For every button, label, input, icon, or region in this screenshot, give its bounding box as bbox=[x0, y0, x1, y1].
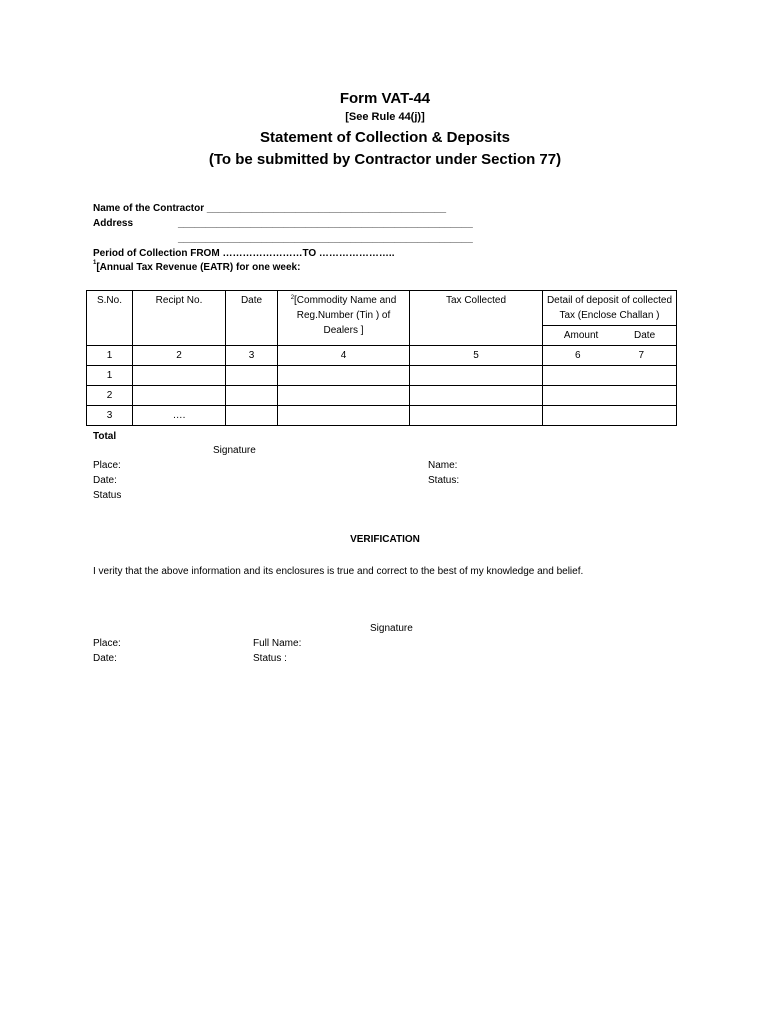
col-number: 1 bbox=[87, 346, 133, 366]
signature-label: Signature bbox=[213, 445, 256, 456]
verification-text: I verity that the above information and its enclosures is true and correct to the best of my knowledge and belief. bbox=[93, 566, 584, 577]
collection-table bbox=[86, 290, 677, 426]
status-label-right: Status: bbox=[428, 475, 460, 486]
column-number-row bbox=[87, 346, 677, 366]
verification-status: Status : bbox=[253, 653, 287, 664]
col-number: 2 bbox=[133, 346, 226, 366]
cell-empty bbox=[543, 406, 677, 426]
eatr-text: [Annual Tax Revenue (EATR) for one week: bbox=[96, 262, 301, 273]
col-number: 3 bbox=[226, 346, 278, 366]
address-label: Address bbox=[93, 218, 134, 229]
cell-receipt bbox=[133, 386, 226, 406]
table-row bbox=[87, 406, 677, 426]
table-row bbox=[87, 366, 677, 386]
verification-signature: Signature bbox=[370, 623, 413, 634]
cell-receipt: …. bbox=[133, 406, 226, 426]
table-row bbox=[87, 386, 677, 406]
cell-empty bbox=[410, 366, 543, 386]
cell-empty bbox=[226, 386, 278, 406]
header-date: Date bbox=[226, 291, 278, 346]
form-number: Form VAT-44 bbox=[339, 90, 431, 107]
collection-period: Period of Collection FROM ……………………TO ………………….. bbox=[93, 248, 395, 259]
address-line-2: _____________________________________________________ bbox=[178, 233, 473, 244]
place-label: Place: bbox=[93, 460, 121, 471]
col-number: 5 bbox=[410, 346, 543, 366]
page-title: Statement of Collection & Deposits bbox=[259, 129, 511, 146]
verification-place: Place: bbox=[93, 638, 121, 649]
cell-empty bbox=[278, 366, 410, 386]
footnote-marker: 2 bbox=[290, 295, 295, 301]
cell-receipt bbox=[133, 366, 226, 386]
header-tax-collected: Tax Collected bbox=[410, 291, 543, 346]
cell-empty bbox=[543, 366, 677, 386]
cell-empty bbox=[226, 366, 278, 386]
header-receipt: Recipt No. bbox=[133, 291, 226, 346]
verification-date: Date: bbox=[93, 653, 117, 664]
deposit-subheader bbox=[543, 326, 677, 346]
cell-sno: 1 bbox=[87, 366, 133, 386]
table-header-row bbox=[87, 291, 677, 326]
status-label: Status bbox=[93, 490, 122, 501]
cell-empty bbox=[226, 406, 278, 426]
cell-empty bbox=[410, 406, 543, 426]
cell-empty bbox=[278, 406, 410, 426]
address-line-1: _____________________________________________________ bbox=[178, 218, 473, 229]
col-number: 6 bbox=[574, 350, 581, 361]
header-deposit: Detail of deposit of collected Tax (Enclose Challan ) bbox=[543, 291, 677, 326]
eatr-line bbox=[93, 262, 300, 273]
footnote-marker: 1 bbox=[93, 260, 97, 266]
verification-heading: VERIFICATION bbox=[350, 534, 420, 545]
col-number-pair bbox=[543, 346, 677, 366]
header-sno: S.No. bbox=[87, 291, 133, 346]
total-label: Total bbox=[93, 431, 117, 442]
contractor-name-label: Name of the Contractor ___________________________________________ bbox=[93, 203, 447, 214]
name-label: Name: bbox=[428, 460, 458, 471]
cell-empty bbox=[278, 386, 410, 406]
verification-full-name: Full Name: bbox=[253, 638, 302, 649]
col-number: 7 bbox=[638, 350, 645, 361]
header-amount: Amount bbox=[563, 330, 599, 341]
date-label: Date: bbox=[93, 475, 117, 486]
header-commodity-text: [Commodity Name and Reg.Number (Tin ) of Dealers ] bbox=[294, 295, 397, 336]
header-commodity bbox=[278, 291, 410, 346]
col-number: 4 bbox=[278, 346, 410, 366]
header-deposit-date: Date bbox=[634, 330, 656, 341]
page-subtitle: (To be submitted by Contractor under Section 77) bbox=[208, 151, 562, 168]
cell-empty bbox=[410, 386, 543, 406]
cell-sno: 3 bbox=[87, 406, 133, 426]
cell-sno: 2 bbox=[87, 386, 133, 406]
rule-reference: [See Rule 44(j)] bbox=[345, 111, 425, 123]
cell-empty bbox=[543, 386, 677, 406]
